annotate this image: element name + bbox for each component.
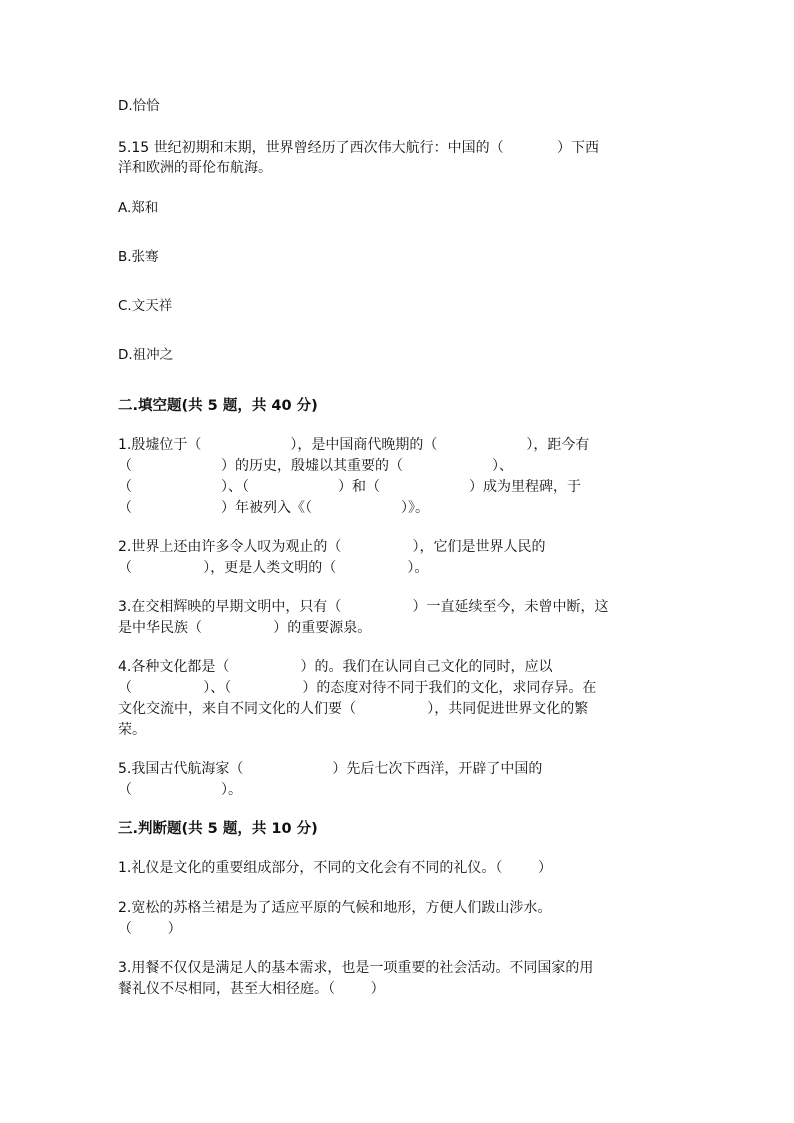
s2-q2-line1: 2.世界上还由许多令人叹为观止的（ ），它们是世界人民的 (118, 539, 546, 555)
q5-text-line1: 5.15 世纪初期和末期，世界曾经历了西次伟大航行：中国的（ ）下西 (118, 140, 600, 156)
q5-option-a: A.郑和 (118, 200, 159, 216)
q5-option-d: D.祖冲之 (118, 347, 174, 363)
s2-q1-line2: （ ）的历史，殷墟以其重要的（ ）、 (118, 458, 514, 474)
s2-q5-line2: （ ）。 (118, 782, 243, 798)
s3-q1-line1: 1.礼仪是文化的重要组成部分，不同的文化会有不同的礼仪。（ ） (118, 860, 552, 876)
q5-text-line2: 洋和欧洲的哥伦布航海。 (118, 160, 272, 176)
s2-q5-line1: 5.我国古代航海家（ ）先后七次下西洋，开辟了中国的 (118, 761, 543, 777)
q4-option-d: D.恰恰 (118, 98, 160, 114)
s2-q1-line3: （ ）、（ ）和（ ）成为里程碑，于 (118, 479, 582, 495)
q5-option-b: B.张骞 (118, 249, 159, 265)
s2-q4-line2: （ ）、（ ）的态度对待不同于我们的文化，求同存异。在 (118, 680, 597, 696)
section2-title: 二.填空题(共 5 题，共 40 分) (118, 398, 318, 414)
s2-q4-line3: 文化交流中，来自不同文化的人们要（ ），共同促进世界文化的繁 (118, 701, 589, 717)
q5-option-c: C.文天祥 (118, 298, 173, 314)
s2-q3-line2: 是中华民族（ ）的重要源泉。 (118, 620, 372, 636)
s2-q4-line1: 4.各种文化都是（ ）的。我们在认同自己文化的同时，应以 (118, 659, 553, 675)
section3-title: 三.判断题(共 5 题，共 10 分) (118, 821, 318, 837)
s3-q2-line2: （ ） (118, 921, 182, 937)
s3-q3-line2: 餐礼仪不尽相同，甚至大相径庭。（ ） (118, 981, 385, 997)
s2-q3-line1: 3.在交相辉映的早期文明中，只有（ ）一直延续至今，未曾中断，这 (118, 599, 609, 615)
exam-page (118, 0, 678, 1123)
s2-q1-line1: 1.殷墟位于（ ），是中国商代晚期的（ ），距今有 (118, 437, 590, 453)
s2-q1-line4: （ ）年被列入《（ ）》。 (118, 500, 430, 516)
s2-q4-line4: 荣。 (118, 722, 146, 738)
s3-q3-line1: 3.用餐不仅仅是满足人的基本需求，也是一项重要的社会活动。不同国家的用 (118, 960, 594, 976)
s3-q2-line1: 2.宽松的苏格兰裙是为了适应平原的气候和地形，方便人们跋山涉水。 (118, 900, 552, 916)
s2-q2-line2: （ ），更是人类文明的（ ）。 (118, 560, 429, 576)
